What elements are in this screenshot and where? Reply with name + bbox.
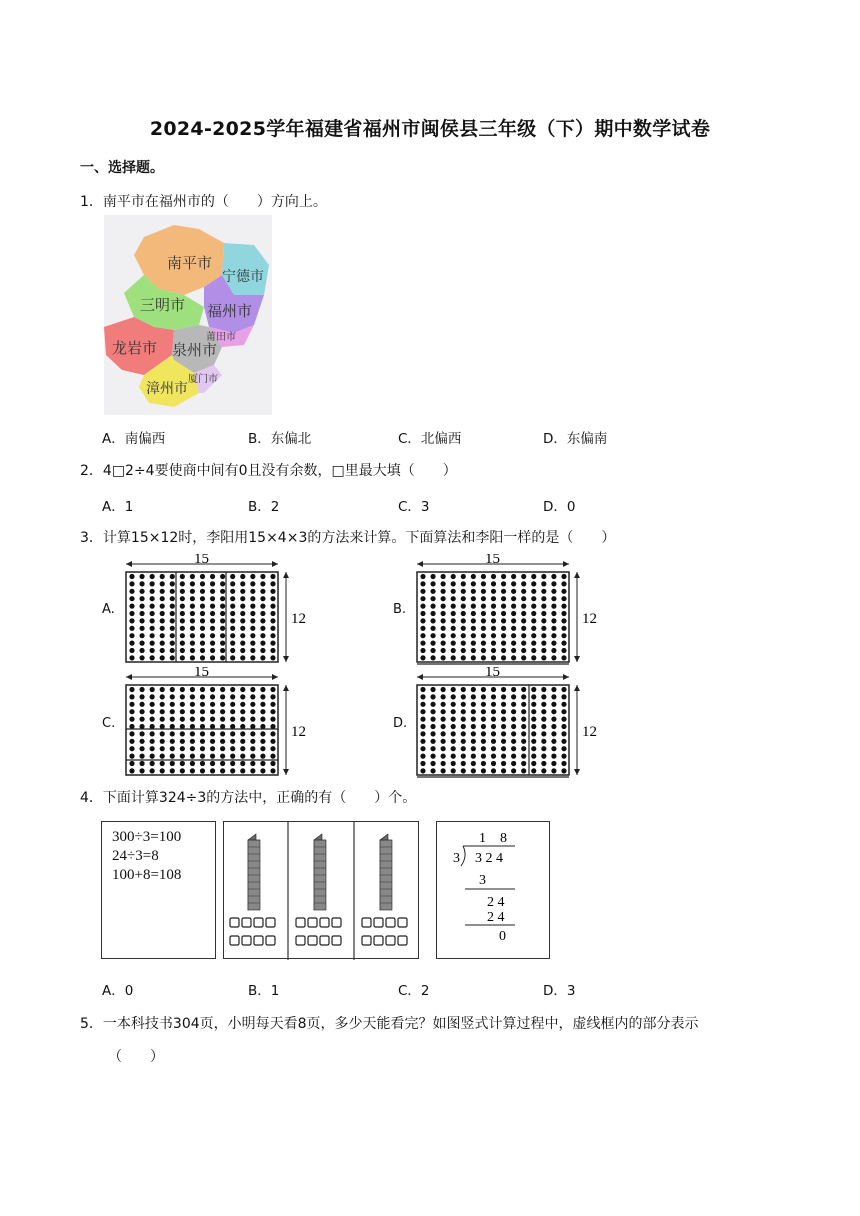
map-label-ningde: 宁德市: [222, 270, 264, 285]
long-division-image: [437, 822, 551, 960]
question-5-stem: 5．一本科技书304页，小明每天看8页，多少天能看完？如图竖式计算过程中，虚线框内的部分表示: [80, 1016, 699, 1032]
division-dividend: 3 2 4: [475, 851, 503, 866]
height-label: 12: [582, 611, 597, 627]
q4-method-2-box[interactable]: [223, 821, 419, 959]
q4-option-a[interactable]: A．0: [102, 983, 134, 999]
width-label: 15: [194, 554, 209, 567]
q2-option-d[interactable]: D．0: [543, 499, 576, 515]
fujian-map-image: [104, 215, 272, 415]
width-label: 15: [485, 554, 500, 567]
q1-option-b[interactable]: B．东偏北: [248, 431, 312, 447]
q3-dot-array-d[interactable]: [409, 667, 599, 779]
map-label-nanping: 南平市: [167, 256, 213, 272]
map-label-longyan: 龙岩市: [112, 341, 158, 357]
question-4-stem: 4．下面计算324÷3的方法中，正确的有（ ）个。: [80, 790, 417, 806]
q4-method-1-line: 24÷3=8: [112, 848, 159, 864]
map-label-xiamen: 厦门市: [188, 374, 218, 385]
division-quotient: 1 8: [479, 831, 507, 846]
q2-option-c[interactable]: C．3: [398, 499, 430, 515]
map-label-zhangzhou: 漳州市: [146, 382, 188, 397]
height-label: 12: [291, 611, 306, 627]
q1-option-a[interactable]: A．南偏西: [102, 431, 166, 447]
page-title: 2024-2025学年福建省福州市闽侯县三年级（下）期中数学试卷: [149, 118, 711, 140]
q2-option-b[interactable]: B．2: [248, 499, 280, 515]
base-ten-blocks-image: [224, 822, 420, 960]
q3-option-c-letter[interactable]: C.: [102, 716, 116, 731]
question-1-stem: 1．南平市在福州市的（ ）方向上。: [80, 194, 327, 210]
q3-option-d-letter[interactable]: D.: [393, 716, 408, 731]
q4-method-3-box[interactable]: [436, 821, 550, 959]
q3-option-b-letter[interactable]: B.: [393, 602, 407, 617]
division-remainder: 0: [499, 929, 506, 944]
map-label-putian: 莆田市: [206, 332, 236, 343]
q2-option-a[interactable]: A．1: [102, 499, 134, 515]
q3-dot-array-b[interactable]: [409, 554, 599, 666]
q4-option-d[interactable]: D．3: [543, 983, 576, 999]
q1-option-c[interactable]: C．北偏西: [398, 431, 462, 447]
map-label-sanming: 三明市: [140, 298, 186, 314]
height-label: 12: [582, 724, 597, 740]
q3-dot-array-a[interactable]: [118, 554, 308, 666]
height-label: 12: [291, 724, 306, 740]
division-step: 2 4: [487, 910, 505, 925]
width-label: 15: [485, 667, 500, 680]
question-3-stem: 3．计算15×12时，李阳用15×4×3的方法来计算。下面算法和李阳一样的是（ ）: [80, 530, 616, 546]
map-label-quanzhou: 泉州市: [172, 343, 218, 359]
division-divisor: 3: [453, 851, 460, 866]
question-2-stem: 2．4□2÷4要使商中间有0且没有余数，□里最大填（ ）: [80, 463, 457, 479]
division-step: 3: [479, 873, 486, 888]
q4-method-1-box[interactable]: [101, 821, 216, 959]
q3-option-a-letter[interactable]: A.: [102, 602, 115, 617]
division-step: 2 4: [487, 895, 505, 910]
width-label: 15: [194, 667, 209, 680]
q4-option-c[interactable]: C．2: [398, 983, 430, 999]
q1-option-d[interactable]: D．东偏南: [543, 431, 608, 447]
question-5-blank: （ ）: [108, 1049, 164, 1065]
section-heading: 一、选择题。: [80, 160, 164, 176]
map-label-fuzhou: 福州市: [207, 304, 253, 320]
q4-method-1-line: 300÷3=100: [112, 829, 182, 845]
q4-option-b[interactable]: B．1: [248, 983, 280, 999]
q4-method-1-line: 100+8=108: [112, 867, 182, 883]
q3-dot-array-c[interactable]: [118, 667, 308, 779]
